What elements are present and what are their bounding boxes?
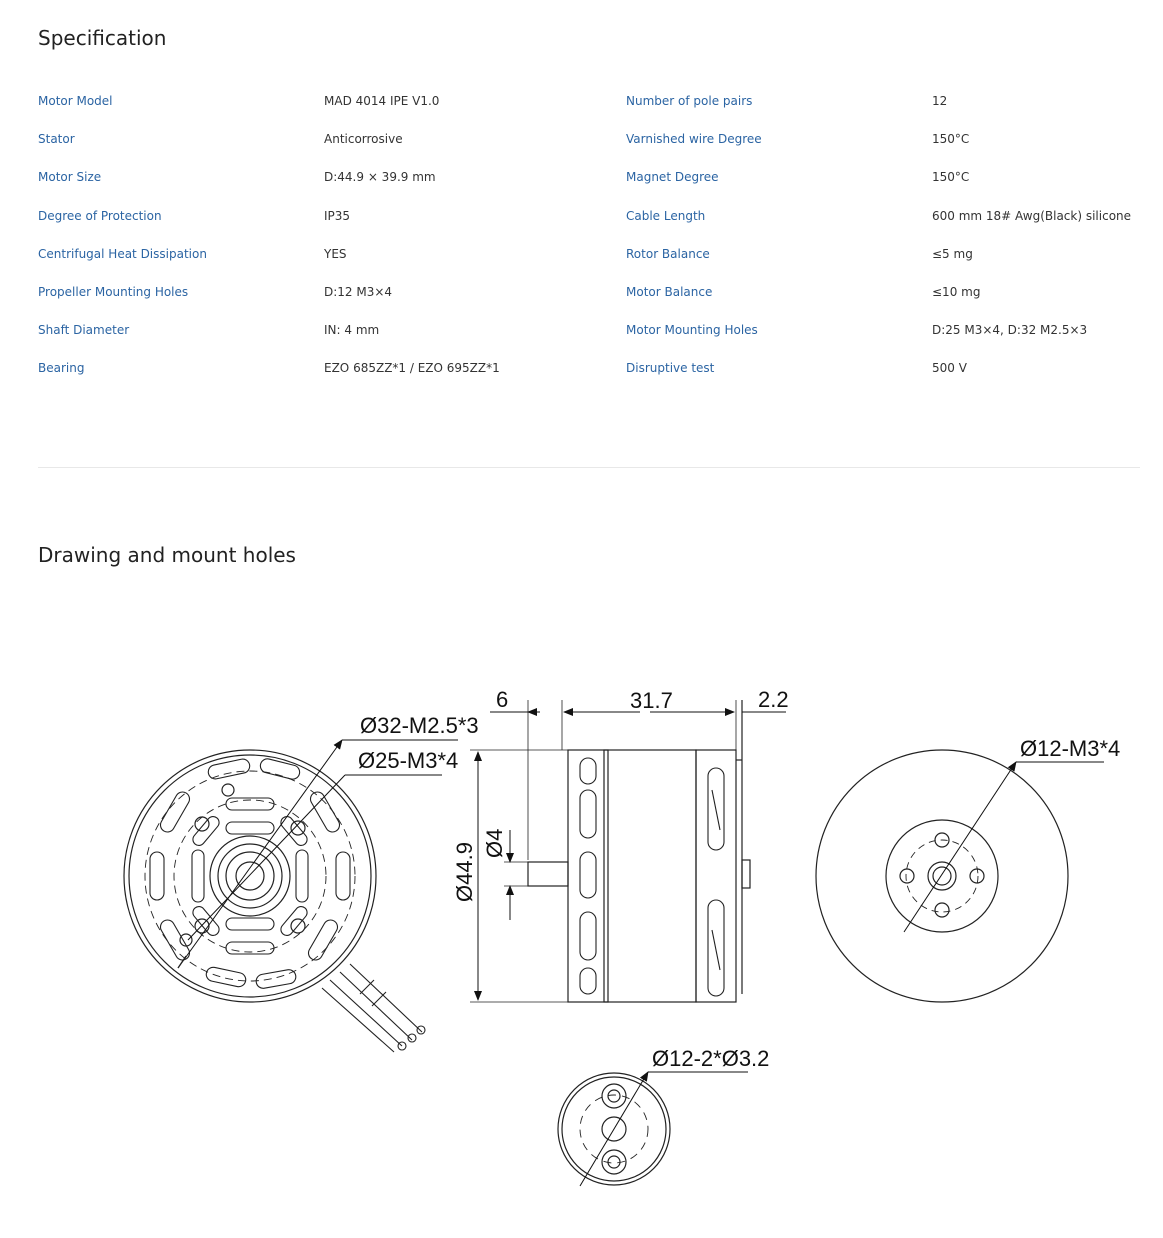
dim-mount-32: Ø32-M2.5*3 — [360, 713, 479, 738]
dim-adapter: Ø12-2*Ø3.2 — [652, 1046, 770, 1071]
section-divider — [38, 467, 1140, 468]
spec-value: 150°C — [932, 132, 970, 147]
dim-shaft-diameter: Ø4 — [482, 828, 507, 858]
spec-label: Disruptive test — [626, 361, 715, 376]
side-view — [470, 700, 786, 1002]
spec-value: ≤10 mg — [932, 285, 981, 300]
spec-label: Motor Size — [38, 170, 102, 185]
spec-row — [38, 158, 1140, 196]
dim-shaft-length: 6 — [496, 687, 509, 712]
spec-label: Stator — [38, 132, 75, 147]
spec-row — [38, 311, 1140, 349]
spec-label: Propeller Mounting Holes — [38, 285, 189, 300]
dim-prop-holes: Ø12-M3*4 — [1020, 736, 1121, 761]
spec-label: Degree of Protection — [38, 208, 162, 223]
dim-flange: 2.2 — [758, 687, 789, 712]
spec-value: 12 — [932, 94, 948, 109]
spec-row — [38, 82, 1140, 120]
spec-value: MAD 4014 IPE V1.0 — [324, 94, 440, 109]
spec-label: Magnet Degree — [626, 170, 719, 185]
spec-value: 500 V — [932, 361, 967, 376]
dim-body-length: 31.7 — [630, 688, 673, 713]
spec-value: 150°C — [932, 170, 970, 185]
spec-value: D:44.9 × 39.9 mm — [324, 170, 436, 185]
specification-heading: Specification — [38, 26, 167, 50]
spec-label: Centrifugal Heat Dissipation — [38, 246, 207, 261]
spec-label: Varnished wire Degree — [626, 132, 762, 147]
motor-technical-drawing — [0, 620, 1163, 1220]
spec-label: Rotor Balance — [626, 246, 710, 261]
spec-value: YES — [324, 246, 347, 261]
spec-value: D:25 M3×4, D:32 M2.5×3 — [932, 323, 1088, 338]
spec-row — [38, 349, 1140, 387]
spec-label: Motor Model — [38, 94, 113, 109]
spec-value: IP35 — [324, 208, 351, 223]
rear-view — [816, 750, 1104, 1002]
spec-label: Cable Length — [626, 208, 706, 223]
spec-row — [38, 273, 1140, 311]
spec-label: Bearing — [38, 361, 85, 376]
dim-mount-25: Ø25-M3*4 — [358, 748, 459, 773]
spec-label: Motor Mounting Holes — [626, 323, 758, 338]
spec-label: Motor Balance — [626, 285, 713, 300]
spec-label: Number of pole pairs — [626, 94, 753, 109]
spec-row — [38, 235, 1140, 273]
specification-table — [38, 82, 1140, 388]
spec-row — [38, 120, 1140, 158]
dim-diameter: Ø44.9 — [452, 842, 477, 902]
spec-label: Shaft Diameter — [38, 323, 130, 338]
spec-row — [38, 197, 1140, 235]
spec-value: Anticorrosive — [324, 132, 403, 147]
spec-value: D:12 M3×4 — [324, 285, 393, 300]
spec-value: EZO 685ZZ*1 / EZO 695ZZ*1 — [324, 361, 500, 376]
spec-value: 600 mm 18# Awg(Black) silicone — [932, 208, 1132, 223]
front-view — [124, 740, 458, 1052]
adapter-view — [558, 1072, 748, 1186]
spec-value: ≤5 mg — [932, 246, 973, 261]
drawing-heading: Drawing and mount holes — [38, 543, 296, 567]
spec-value: IN: 4 mm — [324, 323, 380, 338]
